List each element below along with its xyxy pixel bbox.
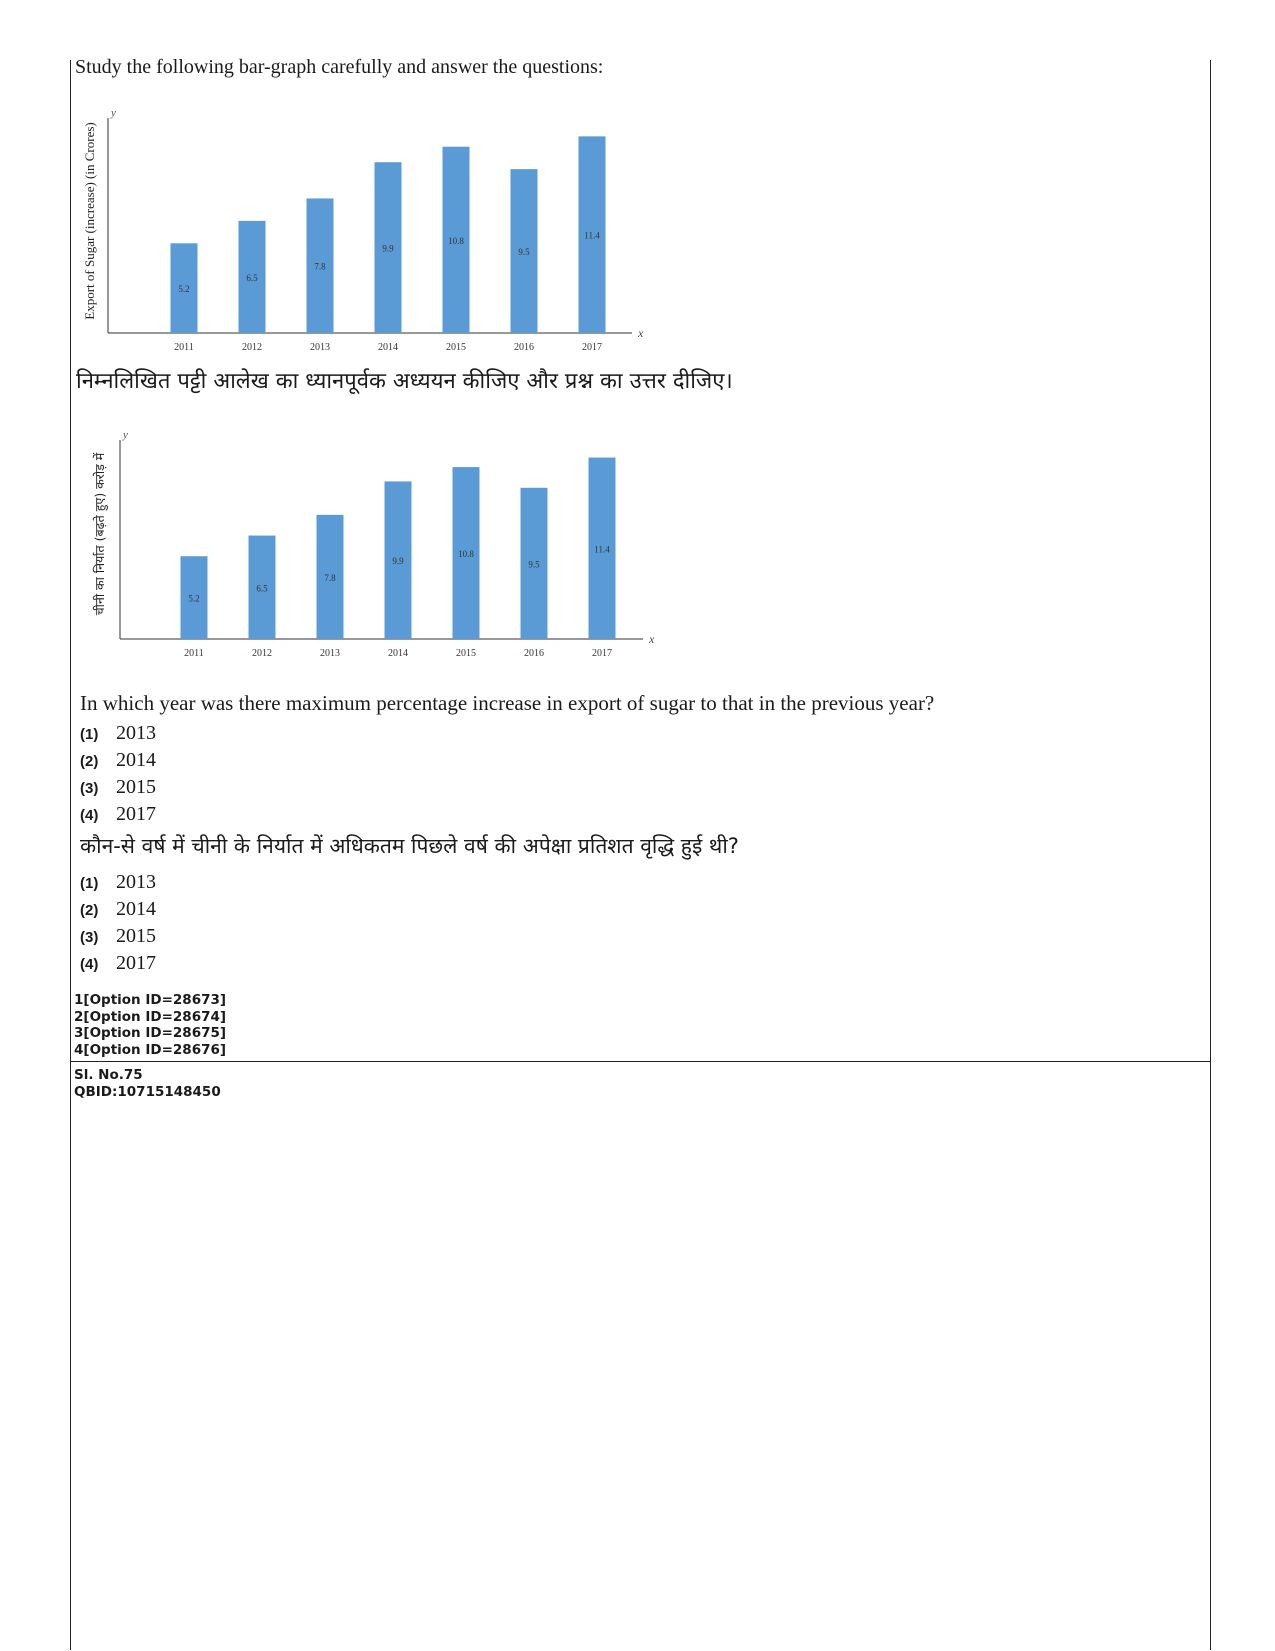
bar-value-label: 10.8 <box>448 235 464 246</box>
qbid: QBID:10715148450 <box>74 1083 221 1100</box>
option-number: (1) <box>80 875 99 892</box>
option-number: (2) <box>80 902 99 919</box>
x-tick-label: 2015 <box>456 648 476 659</box>
x-tick-label: 2011 <box>184 648 204 659</box>
x-tick-label: 2012 <box>242 342 262 353</box>
x-tick-label: 2017 <box>592 648 612 659</box>
question-hindi: कौन-से वर्ष में चीनी के निर्यात में अधिकतम पिछले वर्ष की अपेक्षा प्रतिशत वृद्धि हुई थी? <box>80 834 739 858</box>
option-en-4[interactable] <box>80 803 156 826</box>
bar-chart-english <box>80 100 700 372</box>
bar-value-label: 7.8 <box>324 572 336 583</box>
option-number: (2) <box>80 753 99 770</box>
bar-value-label: 6.5 <box>246 272 258 283</box>
bar-value-label: 6.5 <box>256 583 268 594</box>
bar-value-label: 9.9 <box>382 243 394 254</box>
bar-value-label: 11.4 <box>594 544 610 555</box>
bar-value-label: 5.2 <box>188 593 200 604</box>
option-number: (4) <box>80 807 99 824</box>
option-hi-2[interactable] <box>80 898 156 921</box>
option-id: 3[Option ID=28675] <box>74 1025 227 1041</box>
bar-chart-hindi <box>80 422 700 692</box>
question-meta <box>74 1067 221 1100</box>
bar-value-label: 7.8 <box>314 261 326 272</box>
intro-english: Study the following bar-graph carefully and answer the questions: <box>75 56 604 78</box>
option-number: (4) <box>80 956 99 973</box>
bar-value-label: 9.9 <box>392 556 404 567</box>
option-value: 2015 <box>116 925 156 947</box>
option-en-2[interactable] <box>80 749 156 772</box>
option-hi-4[interactable] <box>80 952 156 975</box>
x-tick-label: 2015 <box>446 342 466 353</box>
option-value: 2014 <box>116 898 156 920</box>
option-id: 1[Option ID=28673] <box>74 992 227 1008</box>
x-tick-label: 2014 <box>378 342 398 353</box>
serial-number: Sl. No.75 <box>74 1067 143 1083</box>
option-id: 2[Option ID=28674] <box>74 1008 227 1025</box>
x-axis-letter: x <box>638 326 644 340</box>
x-tick-label: 2013 <box>320 648 340 659</box>
option-value: 2015 <box>116 776 156 798</box>
x-tick-label: 2011 <box>174 342 194 353</box>
option-value: 2013 <box>116 871 156 893</box>
option-hi-3[interactable] <box>80 925 156 948</box>
option-id: 4[Option ID=28676] <box>74 1041 227 1058</box>
option-value: 2014 <box>116 749 156 771</box>
x-tick-label: 2017 <box>582 342 602 353</box>
y-axis-title: चीनी का निर्यात (बढ़ते हुए) करोड़ में <box>92 452 107 616</box>
option-number: (3) <box>80 929 99 946</box>
option-number: (1) <box>80 726 99 743</box>
question-english: In which year was there maximum percentage increase in export of sugar to that in the previous year? <box>80 691 935 715</box>
x-tick-label: 2016 <box>514 342 534 353</box>
option-id-list <box>74 992 226 1058</box>
x-tick-label: 2014 <box>388 648 408 659</box>
y-axis-letter: y <box>123 429 128 441</box>
intro-hindi: निम्नलिखित पट्टी आलेख का ध्यानपूर्वक अध्ययन कीजिए और प्रश्न का उत्तर दीजिए। <box>76 369 733 394</box>
option-number: (3) <box>80 780 99 797</box>
y-axis-letter: y <box>111 107 116 119</box>
frame-left-border <box>70 60 71 1650</box>
bar-value-label: 9.5 <box>518 247 530 258</box>
option-en-3[interactable] <box>80 776 156 799</box>
option-hi-1[interactable] <box>80 871 156 894</box>
question-divider <box>70 1061 1211 1062</box>
option-en-1[interactable] <box>80 722 156 745</box>
x-tick-label: 2016 <box>524 648 544 659</box>
x-tick-label: 2013 <box>310 342 330 353</box>
option-value: 2013 <box>116 722 156 744</box>
bar-value-label: 5.2 <box>178 284 190 295</box>
y-axis-title: Export of Sugar (increase) (in Crores) <box>82 122 97 320</box>
x-tick-label: 2012 <box>252 648 272 659</box>
bar-value-label: 10.8 <box>458 549 474 560</box>
bar-value-label: 11.4 <box>584 230 600 241</box>
frame-right-border <box>1210 60 1211 1650</box>
option-value: 2017 <box>116 952 156 974</box>
option-value: 2017 <box>116 803 156 825</box>
x-axis-letter: x <box>649 632 655 646</box>
bar-value-label: 9.5 <box>528 559 540 570</box>
